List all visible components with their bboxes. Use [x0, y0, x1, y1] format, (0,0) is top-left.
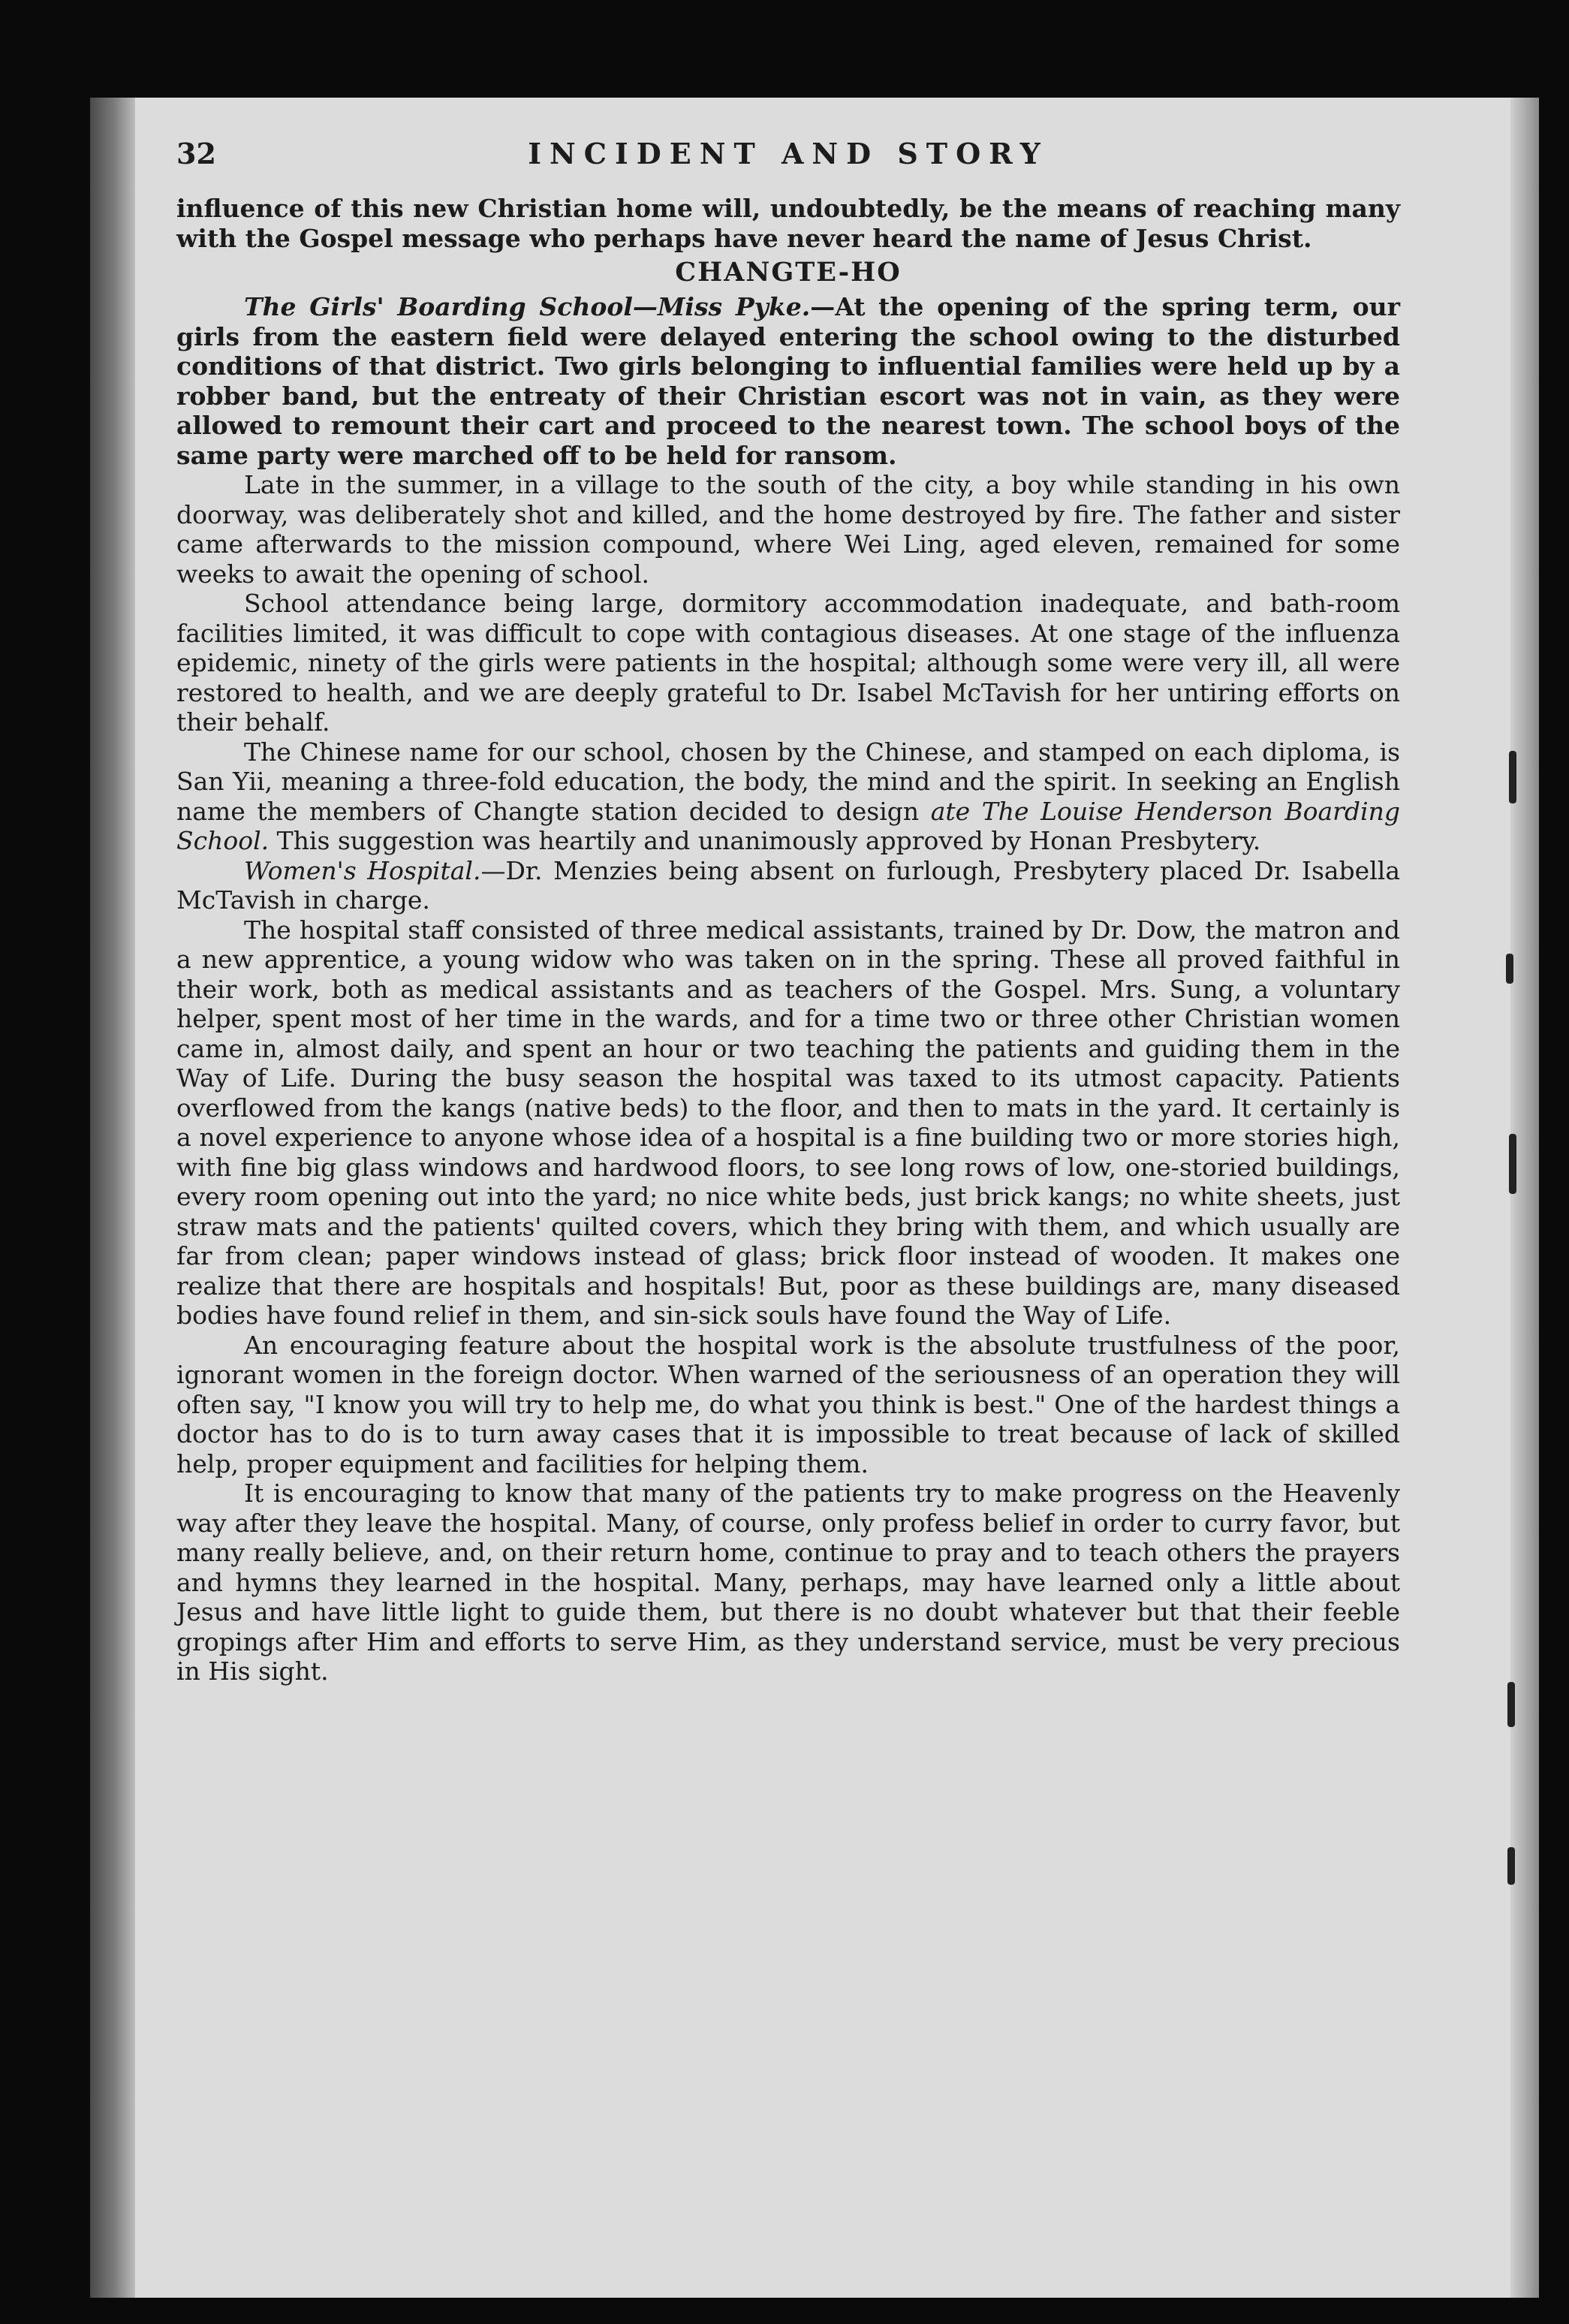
paragraph-hospital-staff: The hospital staff consisted of three medical assistants, trained by Dr. Dow, the matron and a new apprentice, a young widow who was taken on in the spring. These all proved faithful in their work, both as medical assistants and as teachers of the Gospel. Mrs. Sung, a voluntary helper, spent most of her time in the wards, and for a time two or three other Christian women came in, almost daily, and spent an hour or two teaching the patients and guiding them in the Way of Life. During the busy season the hospital was taxed to its utmost capacity. Patients overflowed from the kangs (native beds) to the floor, and then to mats in the yard. It certainly is a novel experience to anyone whose idea of a hospital is a fine building two or more stories high, with fine big glass windows and hardwood floors, to see long rows of low, one-storied buildings, every room opening out into the yard; no nice white beds, just brick kangs; no white sheets, just straw mats and the patients' quilted covers, which they bring with them, and which usually are far from clean; paper windows instead of glass; brick floor instead of wooden. It makes one realize that there are hospitals and hospitals! But, poor as these buildings are, many diseased bodies have found relief in them, and sin-sick souls have found the Way of Life. — [176, 915, 1400, 1330]
intro-paragraph: influence of this new Christian home will, undoubtedly, be the means of reaching many with the Gospel message who perhaps have never heard the name of Jesus Christ. — [176, 194, 1400, 253]
school-english-name: ate The Louise Henderson Boarding School. — [176, 796, 1400, 855]
running-head: INCIDENT AND STORY — [528, 137, 1049, 170]
margin-mark — [1509, 751, 1516, 803]
page-number: 32 — [176, 137, 216, 170]
page-edge — [1510, 98, 1539, 2298]
paragraph-village-shooting: Late in the summer, in a village to the south of the city, a boy while standing in his own doorway, was deliberately shot and killed, and the home destroyed by fire. The father and sister came afterwards to the mission compound, where Wei Ling, aged eleven, remained for some weeks to await the opening of school. — [176, 470, 1400, 589]
subhead-womens-hospital: Women's Hospital. — [244, 855, 481, 885]
paragraph-womens-hospital — [176, 856, 1400, 915]
paragraph-text: This suggestion was heartily and unanimously approved by Honan Presbytery. — [276, 826, 1261, 855]
paragraph-girls-school — [176, 292, 1400, 470]
paragraph-text: —At the opening of the spring term, our girls from the eastern field were delayed entering the school owing to the disturbed conditions of that district. Two girls belonging to influential families were held up by a robber band, but the entreaty of their Christian escort was not in vain, as they were allowed to remount their cart and proceed to the nearest town. The school boys of the same party were marched off to be held for ransom. — [176, 292, 1400, 470]
section-heading: CHANGTE-HO — [675, 257, 902, 288]
page-binding-shadow — [90, 98, 135, 2298]
margin-mark — [1506, 954, 1513, 984]
margin-mark — [1507, 1847, 1515, 1885]
paragraph-progress: It is encouraging to know that many of the patients try to make progress on the Heavenly way after they leave the hospital. Many, of course, only profess belief in order to curry favor, but many really believe, and, on their return home, continue to pray and to teach others the prayers and hymns they learned in the hospital. Many, perhaps, may have learned only a little about Jesus and have little light to guide them, but there is no doubt whatever but that their feeble gropings after Him and efforts to serve Him, as they understand service, must be very precious in His sight. — [176, 1478, 1400, 1686]
subhead-girls-school: The Girls' Boarding School—Miss Pyke. — [244, 292, 811, 321]
paragraph-trustfulness: An encouraging feature about the hospital work is the absolute trustfulness of the poor, ignorant women in the foreign doctor. When warned of the seriousness of an operation they will often say, "I know you will try to help me, do what you think is best." One of the hardest things a doctor has to do is to turn away cases that it is impossible to treat because of lack of skilled help, proper equipment and facilities for helping them. — [176, 1330, 1400, 1478]
paragraph-attendance: School attendance being large, dormitory accommodation inadequate, and bath-room facilities limited, it was difficult to cope with contagious diseases. At one stage of the influenza epidemic, ninety of the girls were patients in the hospital; although some were very ill, all were restored to health, and we are deeply grateful to Dr. Isabel McTavish for her untiring efforts on their behalf. — [176, 589, 1400, 737]
paragraph-text: The Chinese name for our school, chosen by the Chinese, and stamped on each diploma, is San Yii, meaning a three-fold education, the body, the mind and the spirit. In seeking an English name the members of Changte station decided to design — [176, 737, 1400, 826]
paragraph-text: —Dr. Menzies being absent on furlough, Presbytery placed Dr. Isabella McTavish in charge. — [176, 855, 1400, 915]
page-body — [176, 194, 1400, 1686]
margin-mark — [1509, 1134, 1516, 1194]
paragraph-school-name — [176, 737, 1400, 856]
margin-mark — [1507, 1682, 1515, 1727]
page-header — [176, 137, 1400, 179]
